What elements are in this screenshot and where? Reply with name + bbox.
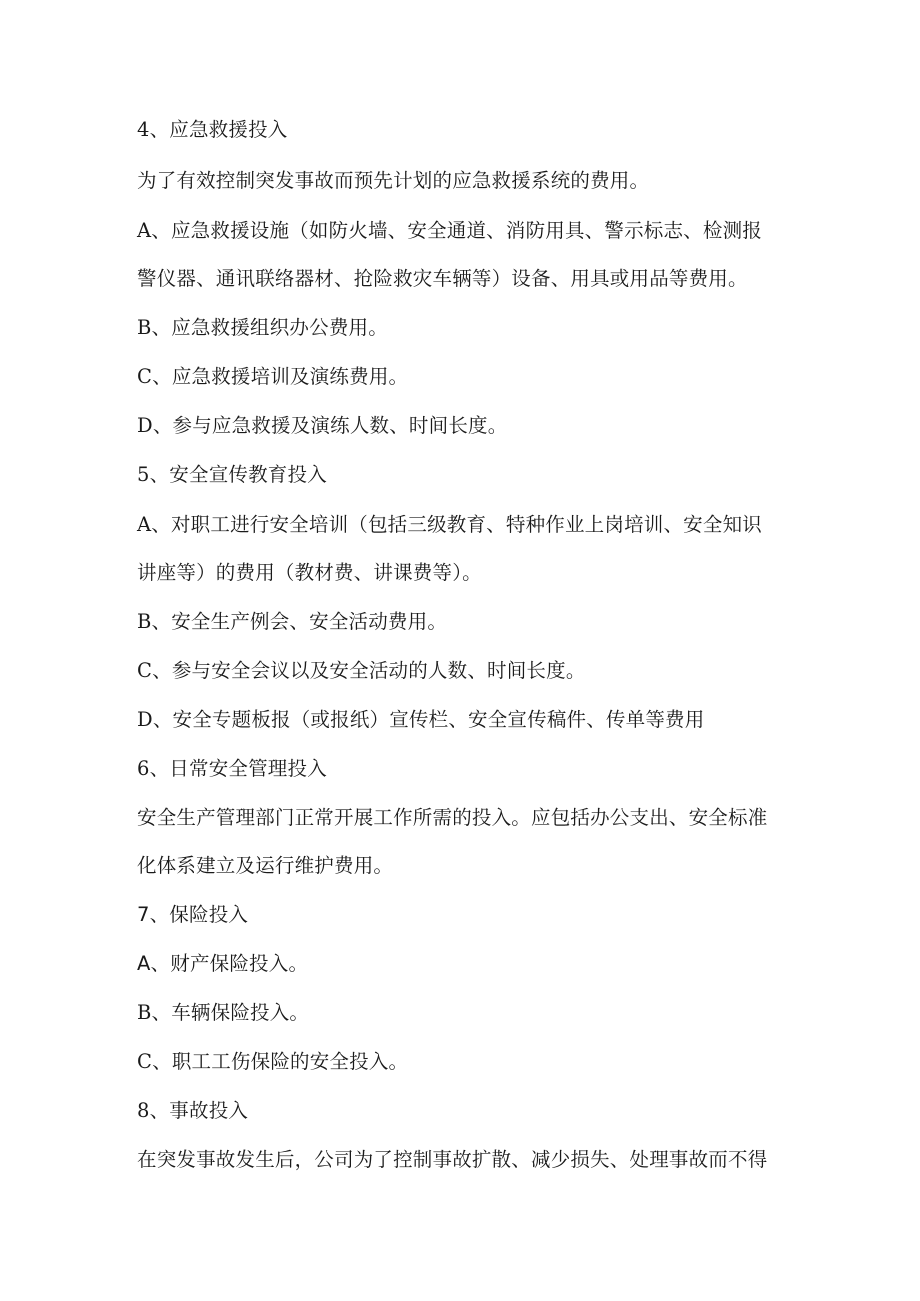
paragraph-line: 在突发事故发生后，公司为了控制事故扩散、减少损失、处理事故而不得	[137, 1148, 768, 1171]
list-item-line: D、参与应急救援及演练人数、时间长度。	[137, 414, 508, 437]
list-item-line: A、财产保险投入。	[137, 952, 309, 975]
section-heading-insurance: 7、保险投入	[137, 903, 249, 926]
list-item-line: C、参与安全会议以及安全活动的人数、时间长度。	[137, 659, 586, 682]
list-item-line: A、对职工进行安全培训（包括三级教育、特种作业上岗培训、安全知识	[137, 513, 762, 536]
section-heading-daily-management: 6、日常安全管理投入	[137, 757, 327, 780]
list-item-line: D、安全专题板报（或报纸）宣传栏、安全宣传稿件、传单等费用	[137, 708, 705, 731]
list-item-line: C、应急救援培训及演练费用。	[137, 365, 409, 388]
list-item-line: B、车辆保险投入。	[137, 1001, 310, 1024]
paragraph-line: 安全生产管理部门正常开展工作所需的投入。应包括办公支出、安全标准	[137, 806, 768, 829]
list-item-line: A、应急救援设施（如防火墙、安全通道、消防用具、警示标志、检测报	[137, 219, 762, 242]
list-item-line: B、应急救援组织办公费用。	[137, 316, 388, 339]
section-heading-emergency-rescue: 4、应急救援投入	[137, 118, 288, 141]
paragraph-line: 为了有效控制突发事故而预先计划的应急救援系统的费用。	[137, 169, 650, 192]
list-item-line: C、职工工伤保险的安全投入。	[137, 1050, 409, 1073]
section-heading-safety-education: 5、安全宣传教育投入	[137, 463, 327, 486]
section-heading-accident: 8、事故投入	[137, 1099, 249, 1122]
list-item-continuation: 讲座等）的费用（教材费、讲课费等）。	[137, 561, 482, 584]
list-item-line: B、安全生产例会、安全活动费用。	[137, 610, 448, 633]
list-item-continuation: 警仪器、通讯联络器材、抢险救灾车辆等）设备、用具或用品等费用。	[137, 267, 748, 290]
paragraph-continuation: 化体系建立及运行维护费用。	[137, 854, 394, 877]
